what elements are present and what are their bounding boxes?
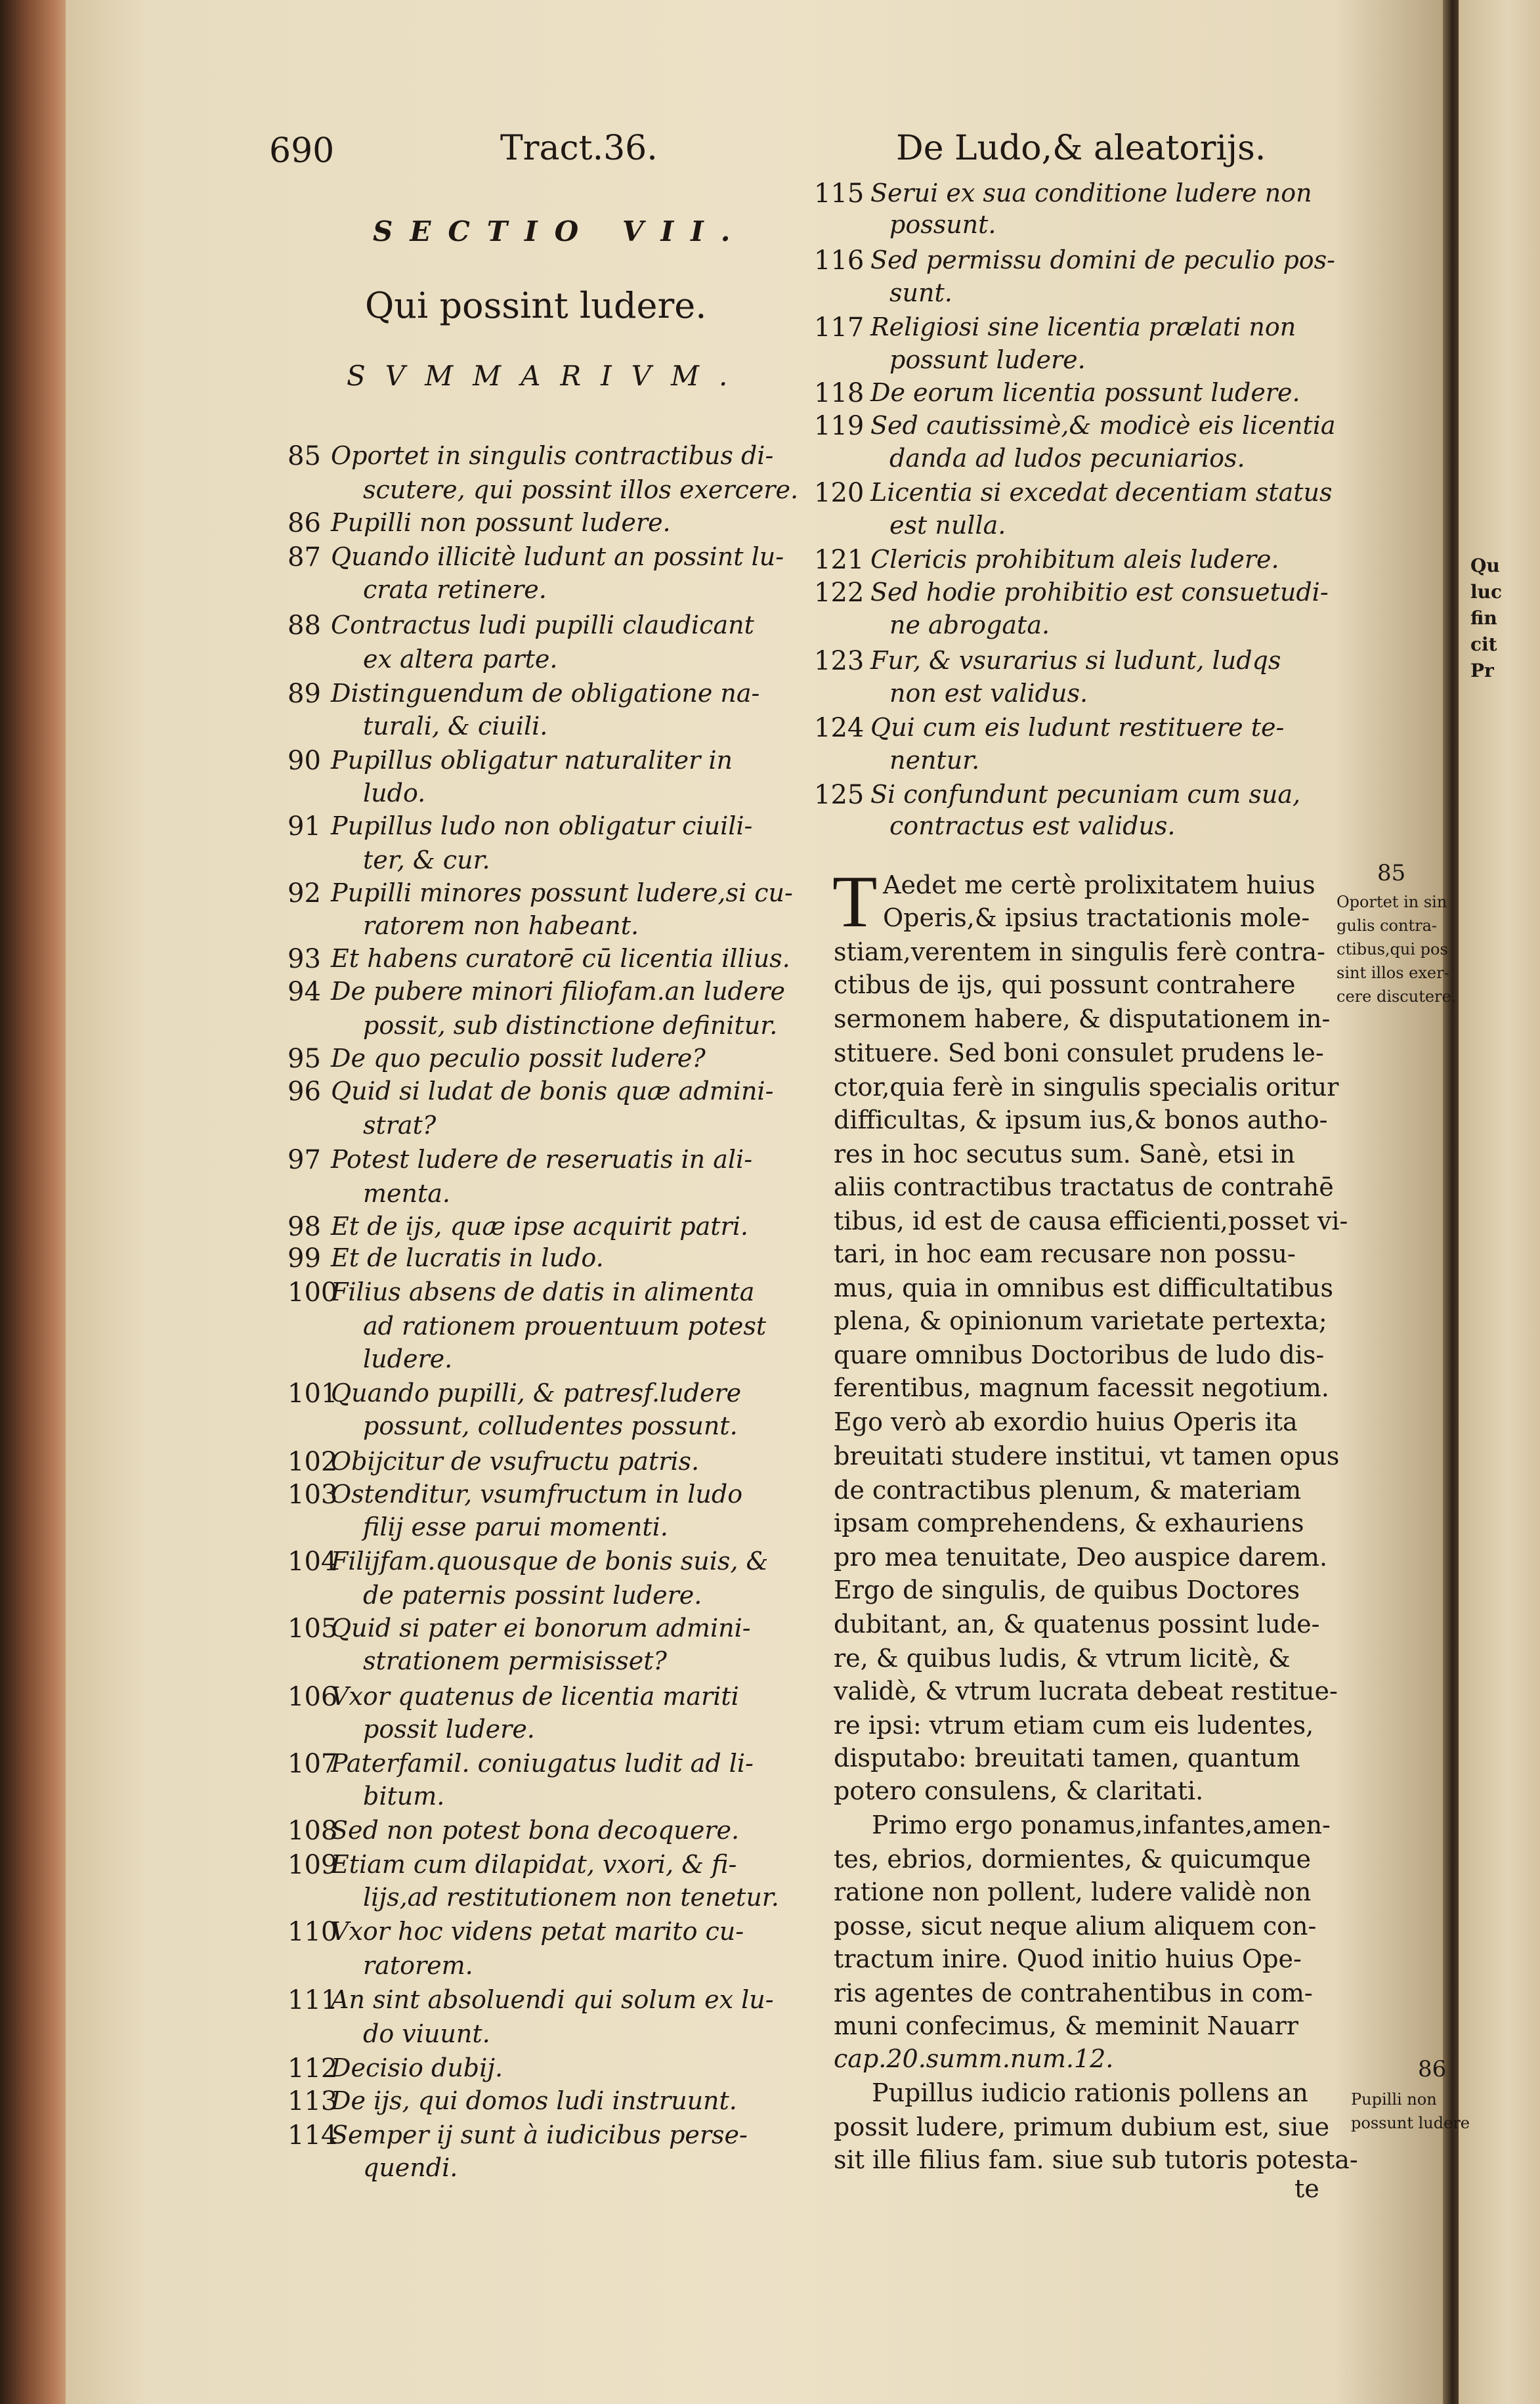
entry-number: 89: [288, 679, 321, 709]
entry-number: 107: [288, 1749, 338, 1779]
body-line: de contractibus plenum, & materiam: [834, 1476, 1302, 1505]
entry-text: Distinguendum de obligatione na-: [331, 679, 760, 708]
entry-number: 122: [814, 578, 865, 608]
body-line: pro mea tenuitate, Deo auspice darem.: [834, 1543, 1328, 1572]
entry-text: Licentia si excedat decentiam status: [870, 478, 1333, 507]
entry-number: 123: [814, 646, 865, 676]
entry-number: 114: [288, 2120, 338, 2151]
entry-number: 93: [288, 944, 321, 974]
body-line: tes, ebrios, dormientes, & quicumque: [834, 1845, 1311, 1874]
body-line: plena, & opinionum varietate pertexta;: [834, 1306, 1327, 1335]
entry-number: 85: [288, 441, 321, 471]
entry-continuation: scutere, qui possint illos exercere.: [363, 475, 799, 504]
entry-text: Si confundunt pecuniam cum sua,: [870, 780, 1301, 809]
entry-number: 92: [288, 878, 321, 909]
body-line: breuitati studere institui, vt tamen opus: [834, 1442, 1340, 1470]
body-line: aliis contractibus tractatus de contrahē: [834, 1172, 1334, 1201]
body-line: Ergo de singulis, de quibus Doctores: [834, 1576, 1300, 1604]
entry-continuation: possunt.: [889, 210, 996, 239]
entry-number: 90: [288, 746, 321, 776]
running-head-title: De Ludo,& aleatorijs.: [896, 129, 1266, 168]
entry-number: 88: [288, 611, 321, 641]
entry-number: 100: [288, 1277, 338, 1308]
entry-text: Quando pupilli, & patresf.ludere: [331, 1379, 742, 1407]
drop-cap: T: [832, 861, 878, 943]
entry-number: 120: [814, 478, 865, 508]
entry-continuation: ludo.: [363, 779, 426, 807]
entry-text: Clericis prohibitum aleis ludere.: [870, 545, 1279, 574]
entry-number: 124: [814, 713, 865, 743]
entry-text: De pubere minori filiofam.an ludere: [331, 977, 785, 1006]
entry-text: Etiam cum dilapidat, vxori, & fi-: [331, 1850, 737, 1879]
entry-continuation: strationem permisisset?: [363, 1646, 667, 1675]
margin-note-line: sint illos exer-: [1337, 964, 1449, 982]
entry-text: Potest ludere de reseruatis in ali-: [331, 1145, 753, 1174]
entry-text: Filius absens de datis in alimenta: [331, 1277, 755, 1306]
body-line: Primo ergo ponamus,infantes,amen-: [872, 1811, 1331, 1839]
entry-number: 111: [288, 1985, 338, 2015]
entry-text: De quo peculio possit ludere?: [331, 1044, 706, 1073]
margin-note-line: cere discutere.: [1337, 987, 1457, 1006]
entry-number: 116: [814, 246, 865, 276]
entry-number: 106: [288, 1682, 338, 1712]
section-heading: SECTIO VII.: [373, 215, 748, 247]
entry-text: Et habens curatorē cū licentia illius.: [331, 944, 790, 973]
entry-number: 115: [814, 179, 865, 209]
page-number: 690: [269, 131, 335, 171]
entry-number: 103: [288, 1480, 338, 1510]
entry-text: Semper ij sunt à iudicibus perse-: [331, 2120, 748, 2149]
body-line: ipsam comprehendens, & exhauriens: [834, 1509, 1304, 1537]
entry-text: Ostenditur, vsumfructum in ludo: [331, 1480, 743, 1509]
entry-number: 87: [288, 542, 321, 572]
entry-continuation: ter, & cur.: [363, 846, 490, 874]
summary-left-column: [288, 0, 806, 2404]
entry-text: Obijcitur de vsufructu patris.: [331, 1447, 700, 1476]
entry-text: Pupilli minores possunt ludere,si cu-: [331, 878, 793, 907]
entry-number: 109: [288, 1850, 338, 1880]
margin-note-line: gulis contra-: [1337, 916, 1437, 935]
body-line: Operis,& ipsius tractationis mole-: [883, 903, 1310, 932]
entry-text: Paterfamil. coniugatus ludit ad li-: [331, 1749, 754, 1778]
entry-continuation: de paternis possint ludere.: [363, 1581, 702, 1610]
next-page-fragment: Pr: [1470, 660, 1494, 681]
margin-note-line: Oportet in sin: [1337, 893, 1447, 911]
margin-note-line: possunt ludere: [1351, 2114, 1470, 2132]
entry-continuation: strat?: [363, 1111, 437, 1140]
entry-text: Vxor hoc videns petat marito cu-: [331, 1917, 744, 1946]
entry-text: Pupillus ludo non obligatur ciuili-: [331, 811, 753, 840]
entry-number: 97: [288, 1145, 321, 1175]
entry-continuation: ne abrogata.: [889, 611, 1050, 639]
entry-text: Religiosi sine licentia prælati non: [870, 312, 1296, 341]
summary-right-column: [814, 0, 1339, 2404]
entry-continuation: do viuunt.: [363, 2019, 490, 2048]
entry-text: De ijs, qui domos ludi instruunt.: [331, 2086, 737, 2115]
body-line: ctibus de ijs, qui possunt contrahere: [834, 970, 1296, 999]
body-line: ctor,quia ferè in singulis specialis oritur: [834, 1073, 1339, 1102]
entry-continuation: est nulla.: [889, 511, 1006, 540]
entry-continuation: ratorem non habeant.: [363, 911, 639, 940]
entry-text: Quid si ludat de bonis quæ admini-: [331, 1077, 774, 1105]
entry-number: 125: [814, 780, 865, 810]
body-line: disputabo: breuitati tamen, quantum: [834, 1744, 1300, 1772]
entry-text: An sint absoluendi qui solum ex lu-: [331, 1985, 774, 2014]
body-line: ratione non pollent, ludere validè non: [834, 1878, 1312, 1906]
entry-number: 86: [288, 508, 321, 538]
body-line: sit ille filius fam. siue sub tutoris potesta-: [834, 2145, 1358, 2174]
entry-number: 98: [288, 1212, 321, 1242]
body-line: ferentibus, magnum facessit negotium.: [834, 1373, 1329, 1402]
summarium-heading: SVMMARIVM.: [347, 360, 748, 392]
body-line: validè, & vtrum lucrata debeat restitue-: [834, 1677, 1338, 1706]
body-line: potero consulens, & claritati.: [834, 1776, 1204, 1805]
entry-text: De eorum licentia possunt ludere.: [870, 378, 1300, 407]
entry-text: Oportet in singulis contractibus di-: [331, 441, 774, 470]
body-line: res in hoc secutus sum. Sanè, etsi in: [834, 1140, 1295, 1169]
entry-text: Et de ijs, quæ ipse acquirit patri.: [331, 1212, 748, 1241]
entry-text: Sed cautissimè,& modicè eis licentia: [870, 411, 1336, 440]
entry-text: Contractus ludi pupilli claudicant: [331, 611, 754, 639]
body-line: cap.20.summ.num.12.: [834, 2044, 1114, 2073]
entry-number: 108: [288, 1816, 338, 1846]
entry-number: 118: [814, 378, 865, 408]
body-line: ris agentes de contrahentibus in com-: [834, 1979, 1313, 2007]
entry-number: 112: [288, 2053, 338, 2084]
entry-number: 99: [288, 1243, 321, 1274]
entry-number: 117: [814, 312, 865, 343]
body-line: dubitant, an, & quatenus possint lude-: [834, 1610, 1320, 1639]
entry-number: 119: [814, 411, 865, 441]
body-line: Ego verò ab exordio huius Operis ita: [834, 1407, 1298, 1436]
entry-continuation: ratorem.: [363, 1951, 473, 1980]
margin-note-line: Pupilli non: [1351, 2090, 1437, 2109]
entry-continuation: ex altera parte.: [363, 645, 558, 674]
entry-continuation: possit, sub distinctione definitur.: [363, 1011, 778, 1040]
body-line: tractum inire. Quod initio huius Ope-: [834, 1944, 1302, 1973]
margin-note-number: 86: [1418, 2056, 1447, 2082]
entry-continuation: possunt, colludentes possunt.: [363, 1411, 738, 1440]
entry-text: Decisio dubij.: [331, 2053, 503, 2082]
margin-note-number: 85: [1377, 860, 1406, 886]
next-page-fragment: luc: [1470, 581, 1503, 603]
next-page-fragment: fin: [1470, 607, 1497, 629]
entry-text: Quid si pater ei bonorum admini-: [331, 1614, 751, 1642]
body-line: possit ludere, primum dubium est, siue: [834, 2113, 1330, 2141]
body-line: stiam,verentem in singulis ferè contra-: [834, 937, 1326, 966]
next-page-fragment: Qu: [1470, 555, 1500, 576]
entry-continuation: danda ad ludos pecuniarios.: [889, 444, 1245, 473]
next-page-edge: [1459, 0, 1540, 2404]
margin-note-line: ctibus,qui pos: [1337, 940, 1448, 958]
entry-continuation: bitum.: [363, 1782, 445, 1811]
entry-text: Filijfam.quousque de bonis suis, &: [331, 1547, 769, 1576]
entry-text: Sed hodie prohibitio est consuetudi-: [870, 578, 1329, 607]
entry-number: 104: [288, 1547, 338, 1577]
entry-number: 94: [288, 977, 321, 1007]
entry-continuation: contractus est validus.: [889, 811, 1176, 840]
entry-continuation: lijs,ad restitutionem non tenetur.: [363, 1883, 779, 1912]
entry-number: 102: [288, 1447, 338, 1477]
entry-number: 121: [814, 545, 865, 575]
body-line: sermonem habere, & disputationem in-: [834, 1004, 1331, 1033]
body-line: quare omnibus Doctoribus de ludo dis-: [834, 1341, 1325, 1369]
entry-text: Et de lucratis in ludo.: [331, 1243, 604, 1272]
entry-text: Serui ex sua conditione ludere non: [870, 179, 1312, 207]
entry-continuation: possit ludere.: [363, 1715, 535, 1744]
body-line: difficultas, & ipsum ius,& bonos autho-: [834, 1105, 1328, 1134]
entry-text: Fur, & vsurarius si ludunt, ludqs: [870, 646, 1281, 675]
entry-text: Pupilli non possunt ludere.: [331, 508, 671, 537]
entry-text: Pupillus obligatur naturaliter in: [331, 746, 733, 775]
entry-continuation: quendi.: [363, 2153, 458, 2182]
entry-continuation: non est validus.: [889, 679, 1088, 708]
body-line: re, & quibus ludis, & vtrum licitè, &: [834, 1644, 1291, 1673]
entry-text: Qui cum eis ludunt restituere te-: [870, 713, 1285, 742]
body-line: posse, sicut neque alium aliquem con-: [834, 1912, 1317, 1941]
entry-text: Sed non potest bona decoquere.: [331, 1816, 740, 1845]
entry-number: 96: [288, 1077, 321, 1107]
body-line: Pupillus iudicio rationis pollens an: [872, 2078, 1308, 2107]
body-line: muni confecimus, & meminit Nauarr: [834, 2011, 1298, 2040]
entry-number: 95: [288, 1044, 321, 1074]
entry-continuation: nentur.: [889, 746, 980, 775]
entry-number: 113: [288, 2086, 338, 2116]
entry-text: Sed permissu domini de peculio pos-: [870, 246, 1336, 274]
entry-continuation: filij esse parui momenti.: [363, 1513, 668, 1541]
book-gutter: [1443, 0, 1459, 2404]
section-title: Qui possint ludere.: [365, 285, 707, 326]
entry-number: 101: [288, 1379, 338, 1409]
entry-continuation: possunt ludere.: [889, 345, 1086, 374]
entry-continuation: menta.: [363, 1179, 450, 1208]
entry-continuation: ludere.: [363, 1344, 453, 1373]
body-line: re ipsi: vtrum etiam cum eis ludentes,: [834, 1711, 1314, 1740]
entry-number: 110: [288, 1917, 338, 1947]
entry-number: 91: [288, 811, 321, 842]
body-line: mus, quia in omnibus est difficultatibus: [834, 1274, 1334, 1302]
entry-continuation: crata retinere.: [363, 575, 547, 604]
next-page-fragment: cit: [1470, 633, 1497, 655]
running-head-tract: Tract.36.: [500, 129, 658, 168]
body-line: Aedet me certè prolixitatem huius: [883, 870, 1315, 899]
body-line: tibus, id est de causa efficienti,posset vi-: [834, 1207, 1348, 1235]
body-line: tari, in hoc eam recusare non possu-: [834, 1239, 1296, 1268]
entry-text: Vxor quatenus de licentia mariti: [331, 1682, 739, 1711]
entry-continuation: ad rationem prouentuum potest: [363, 1312, 767, 1341]
body-line: te: [1294, 2174, 1319, 2203]
body-line: stituere. Sed boni consulet prudens le-: [834, 1039, 1324, 1067]
entry-number: 105: [288, 1614, 338, 1644]
entry-continuation: sunt.: [889, 278, 952, 307]
entry-continuation: turali, & ciuili.: [363, 712, 548, 741]
entry-text: Quando illicitè ludunt an possint lu-: [331, 542, 784, 571]
